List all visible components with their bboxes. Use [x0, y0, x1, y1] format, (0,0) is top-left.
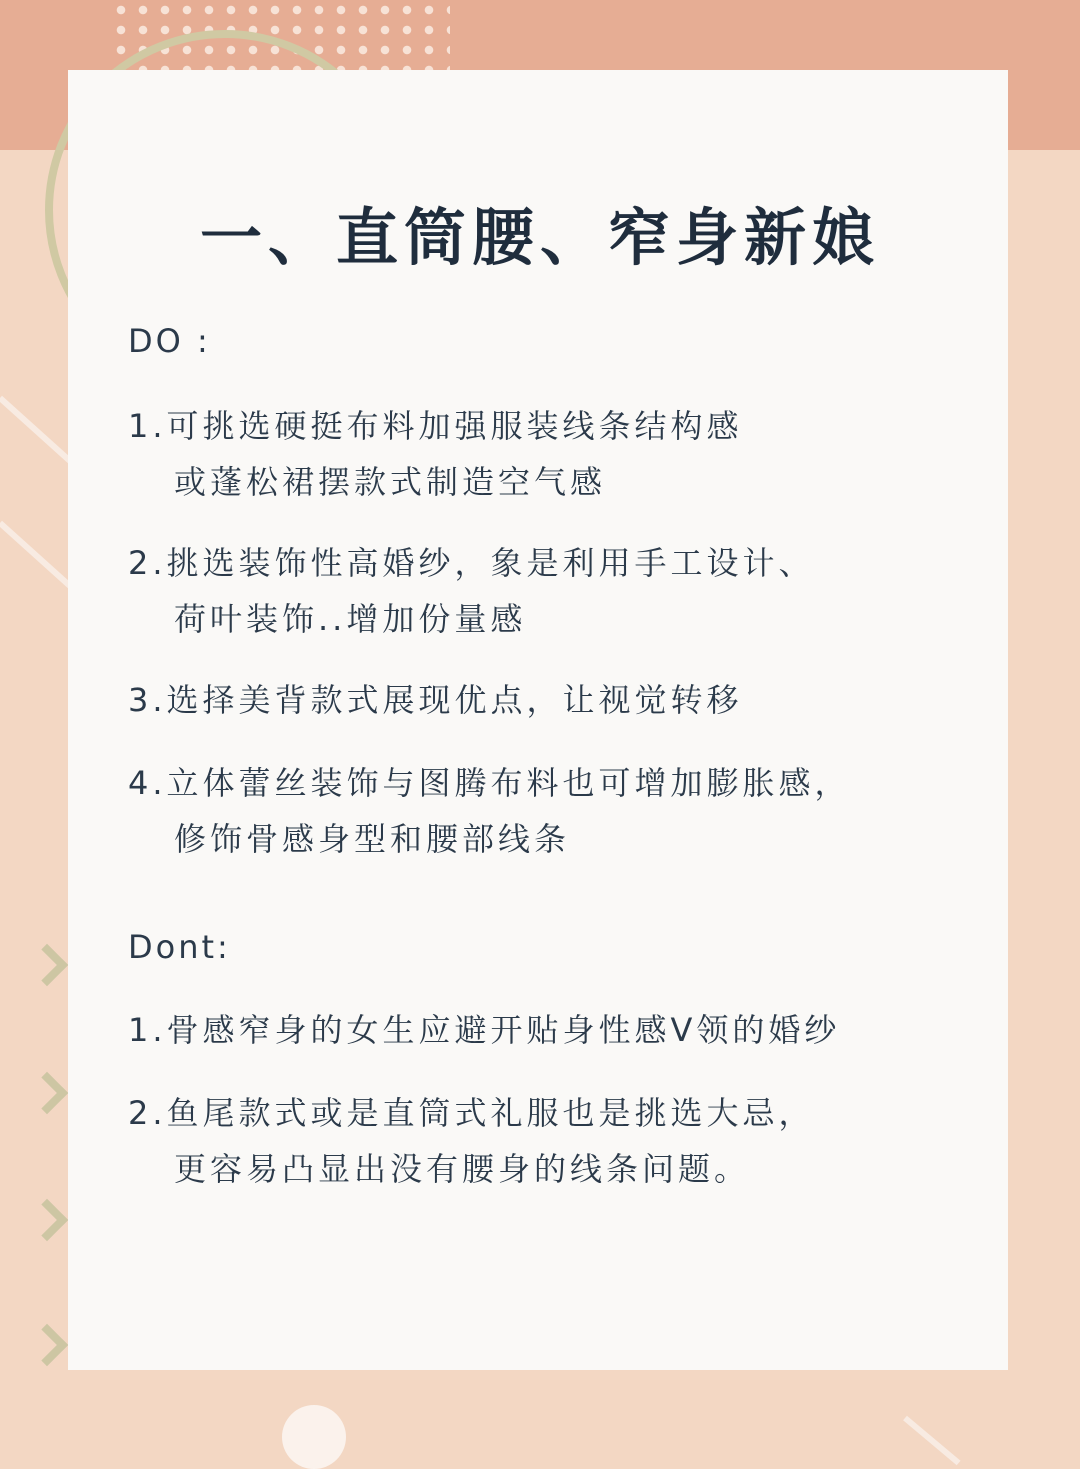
do-item-line: 1.可挑选硬挺布料加强服装线条结构感: [128, 407, 743, 445]
do-item-line: 4.立体蕾丝装饰与图腾布料也可增加膨胀感，: [128, 764, 851, 802]
do-item-line: 2.挑选装饰性高婚纱，象是利用手工设计、: [128, 544, 815, 582]
chevron-right-icon: [26, 1199, 68, 1241]
do-item-line: 荷叶装饰..增加份量感: [174, 600, 527, 638]
chevron-right-icon: [26, 1072, 68, 1114]
dont-item: [128, 1002, 958, 1058]
do-item: [128, 535, 958, 647]
dont-item-line: 1.骨感窄身的女生应避开贴身性感V领的婚纱: [128, 1011, 841, 1049]
do-item-line: 修饰骨感身型和腰部线条: [174, 820, 571, 858]
do-section-label: DO :: [128, 322, 211, 360]
decorative-stripe: [903, 1416, 960, 1466]
page-title: 一、直筒腰、窄身新娘: [199, 201, 880, 274]
dont-section-label: Dont:: [128, 928, 231, 966]
dont-item: [128, 1085, 958, 1197]
decorative-bubble: [282, 1405, 346, 1469]
do-item: [128, 398, 958, 510]
do-item: [128, 755, 958, 867]
do-item: [128, 672, 958, 728]
chevron-right-icon: [26, 944, 68, 986]
dont-item-line: 2.鱼尾款式或是直筒式礼服也是挑选大忌，: [128, 1094, 815, 1132]
do-item-line: 或蓬松裙摆款式制造空气感: [174, 463, 607, 501]
dont-item-line: 更容易凸显出没有腰身的线条问题。: [174, 1150, 751, 1188]
do-item-line: 3.选择美背款式展现优点，让视觉转移: [128, 681, 743, 719]
chevron-right-icon: [26, 1324, 68, 1366]
